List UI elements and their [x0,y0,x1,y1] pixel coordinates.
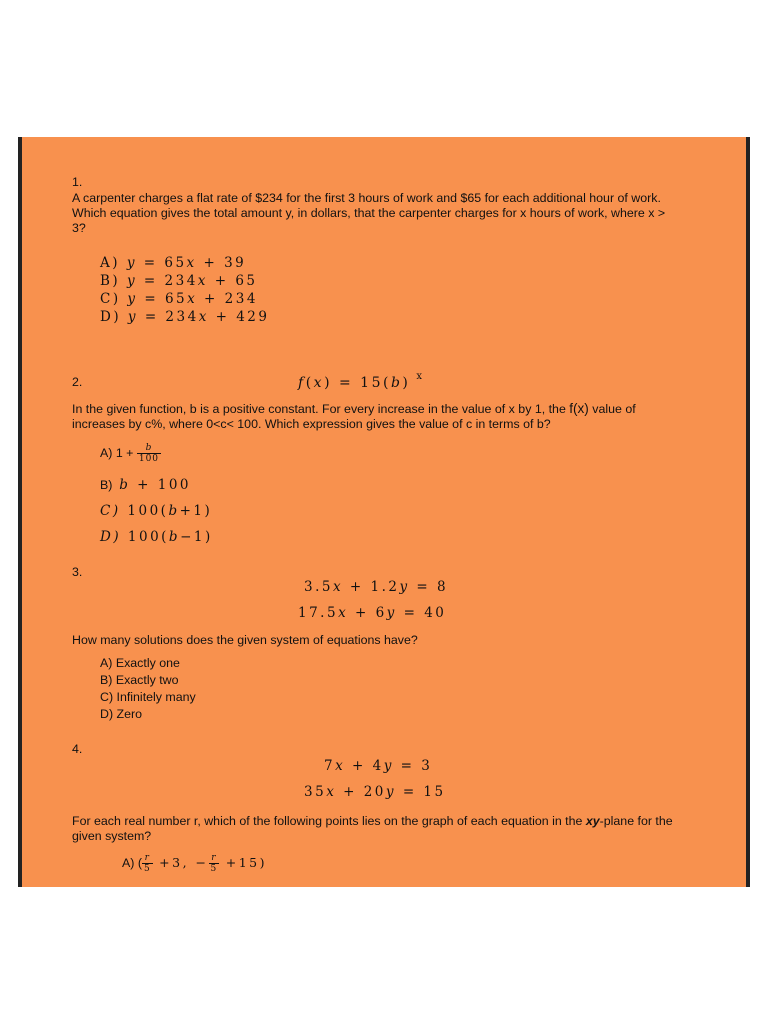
q3-option-a: A) Exactly one [100,656,180,670]
q1-option-a: A) y = 65x + 39 [100,255,247,271]
q2-option-a: A) 1 + $\frac{b}{100}$ [100,443,160,464]
q4-option-a: A) ( $\frac{r}{5}$ +3, − $\frac{r}{5}$ +15) [122,853,267,874]
q2-option-a-fraction: $\frac{b}{100}$ [138,443,160,464]
q2-option-b: B) b + 100 [100,477,192,493]
question-2-number: 2. [72,375,83,389]
q3-option-c: C) Infinitely many [100,690,196,704]
question-4-number: 4. [72,742,83,756]
question-3-number: 3. [72,565,83,579]
question-4-text: For each real number r, which of the following points lies on the graph of each equation in the xy-plane for the given system? [72,814,673,843]
q1-option-c: C) y = 65x + 234 [100,291,258,307]
q2-option-d: D) 100(b−1) [100,529,213,545]
q2-function: f(x) = 15(b) $^x$ [298,371,425,391]
q3-equation-2: 17.5x + 6y = 40 [298,605,447,621]
q4-equation-2: 35x + 20y = 15 [304,784,446,800]
q2-option-c: C) 100(b+1) [100,503,213,519]
question-1-number: 1. [72,175,83,189]
q4-option-a-fraction-1: $\frac{r}{5}$ [143,853,151,874]
q3-option-b: B) Exactly two [100,673,179,687]
question-1-text: A carpenter charges a flat rate of $234 for the first 3 hours of work and $65 for each additional hour of work. Which equation gives the total amount y, in dollars, that the carpenter charges for x hours of work, where x > 3? [72,191,666,235]
q1-option-d: D) y = 234x + 429 [100,309,270,325]
q1-option-b: B) y = 234x + 65 [100,273,258,289]
worksheet-page [18,137,750,887]
q4-option-a-fraction-2: $\frac{r}{5}$ [210,853,218,874]
q3-option-d: D) Zero [100,707,142,721]
question-3-text: How many solutions does the given system of equations have? [72,633,418,647]
q4-equation-1: 7x + 4y = 3 [324,758,433,774]
question-2-text: In the given function, b is a positive constant. For every increase in the value of x by 1, the f(x) value of increases by c%, where 0<c< 100. Which expression gives the value of c in terms of b? [72,401,636,431]
q3-equation-1: 3.5x + 1.2y = 8 [304,579,449,595]
